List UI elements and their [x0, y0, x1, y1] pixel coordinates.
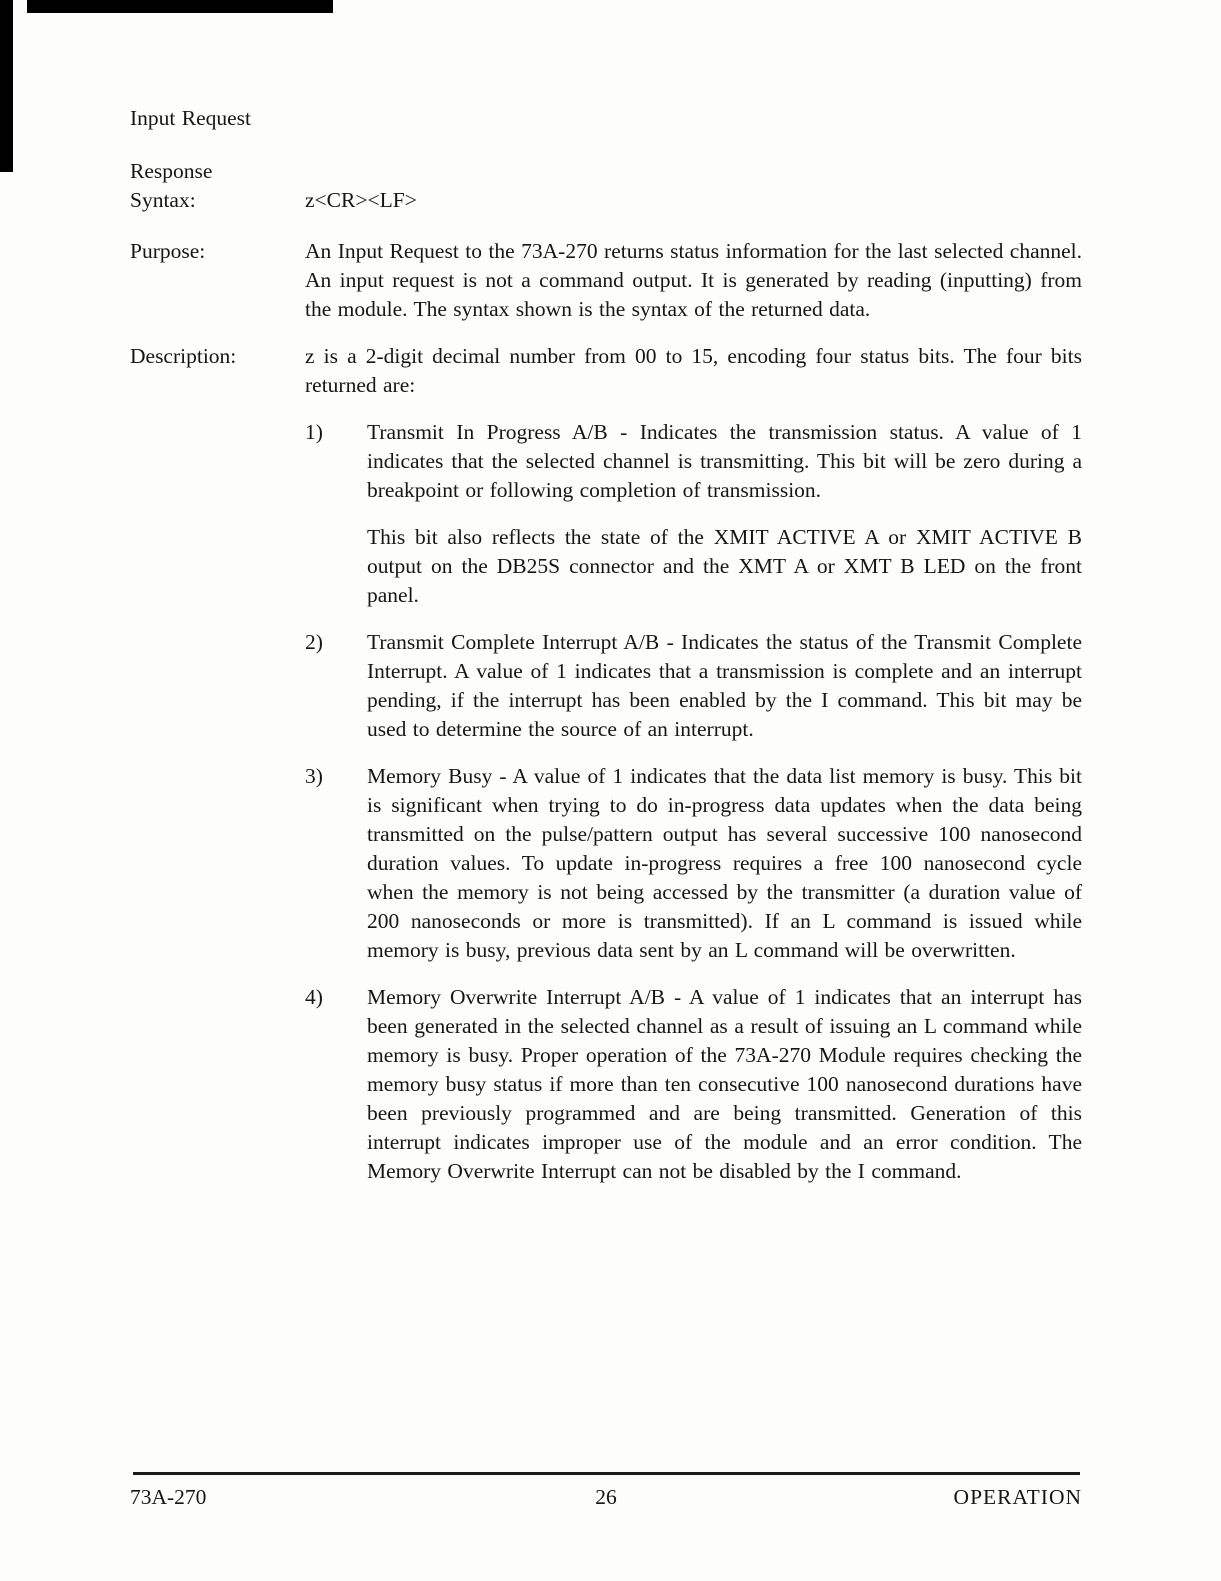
list-item-paragraph: Memory Busy - A value of 1 indicates that the data list memory is busy. This bit is significant when trying to do in-progress data updates when the data being transmitted on the pulse/pattern output has several successive 100 nanosecond duration values. To update in-progress requires a free 100 nanosecond cycle when the memory is not being accessed by the transmitter (a duration value of 200 nanoseconds or more is transmitted). If an L command is issued while memory is busy, previous data sent by an L command will be overwritten.: [367, 764, 1082, 962]
running-header: Input Request: [130, 106, 252, 130]
footer-rule: [133, 1472, 1080, 1475]
page-content: [130, 104, 1082, 1186]
response-syntax-section: [130, 157, 1082, 215]
purpose-label: Purpose:: [130, 239, 206, 263]
response-label-line1: Response: [130, 159, 213, 183]
list-item-paragraph: Transmit Complete Interrupt A/B - Indicates the status of the Transmit Complete Interrupt. A value of 1 indicates that a transmission is complete and an interrupt pending, if the interrupt has been enabled by the I command. This bit may be used to determine the source of an interrupt.: [367, 630, 1082, 741]
list-item-text: [367, 418, 1082, 610]
list-item-paragraph: This bit also reflects the state of the XMIT ACTIVE A or XMIT ACTIVE B output on the DB25S connector and the XMT A or XMT B LED on the front panel.: [367, 525, 1082, 607]
list-item: [305, 762, 1082, 965]
list-item-text: [367, 762, 1082, 965]
list-item-text: [367, 983, 1082, 1186]
description-intro: z is a 2-digit decimal number from 00 to 15, encoding four status bits. The four bits returned are:: [305, 344, 1082, 397]
list-item-number: 4): [305, 985, 323, 1009]
list-item: [305, 983, 1082, 1186]
list-item-number: 2): [305, 630, 323, 654]
footer-module-number: 73A-270: [130, 1485, 207, 1509]
list-item-number: 1): [305, 420, 323, 444]
purpose-section: [130, 237, 1082, 324]
scan-artifact-top: [27, 0, 333, 13]
response-syntax-label: [130, 157, 305, 215]
footer-section-name: OPERATION: [953, 1485, 1082, 1509]
list-item-paragraph: Transmit In Progress A/B - Indicates the transmission status. A value of 1 indicates that the selected channel is transmitting. This bit will be zero during a breakpoint or following completion of transmission.: [367, 420, 1082, 502]
page-footer: [130, 1483, 1082, 1512]
purpose-text: An Input Request to the 73A-270 returns status information for the last selected channel. An input request is not a command output. It is generated by reading (inputting) from the module. The syntax shown is the syntax of the returned data.: [305, 239, 1082, 321]
description-label: Description:: [130, 344, 237, 368]
status-bits-list: [305, 418, 1082, 1186]
response-syntax-value: z<CR><LF>: [305, 188, 417, 212]
response-label-line2: Syntax:: [130, 188, 196, 212]
list-item-text: [367, 628, 1082, 744]
list-item: [305, 418, 1082, 610]
description-section: [130, 342, 1082, 400]
list-item-paragraph: Memory Overwrite Interrupt A/B - A value of 1 indicates that an interrupt has been generated in the selected channel as a result of issuing an L command while memory is busy. Proper operation of the 73A-270 Module requires checking the memory busy status if more than ten consecutive 100 nanosecond durations have been previously programmed and are being transmitted. Generation of this interrupt indicates improper use of the module and an error condition. The Memory Overwrite Interrupt can not be disabled by the I command.: [367, 985, 1082, 1183]
list-item-number: 3): [305, 764, 323, 788]
scan-artifact-left: [0, 0, 13, 172]
list-item: [305, 628, 1082, 744]
footer-page-number: 26: [595, 1485, 617, 1509]
